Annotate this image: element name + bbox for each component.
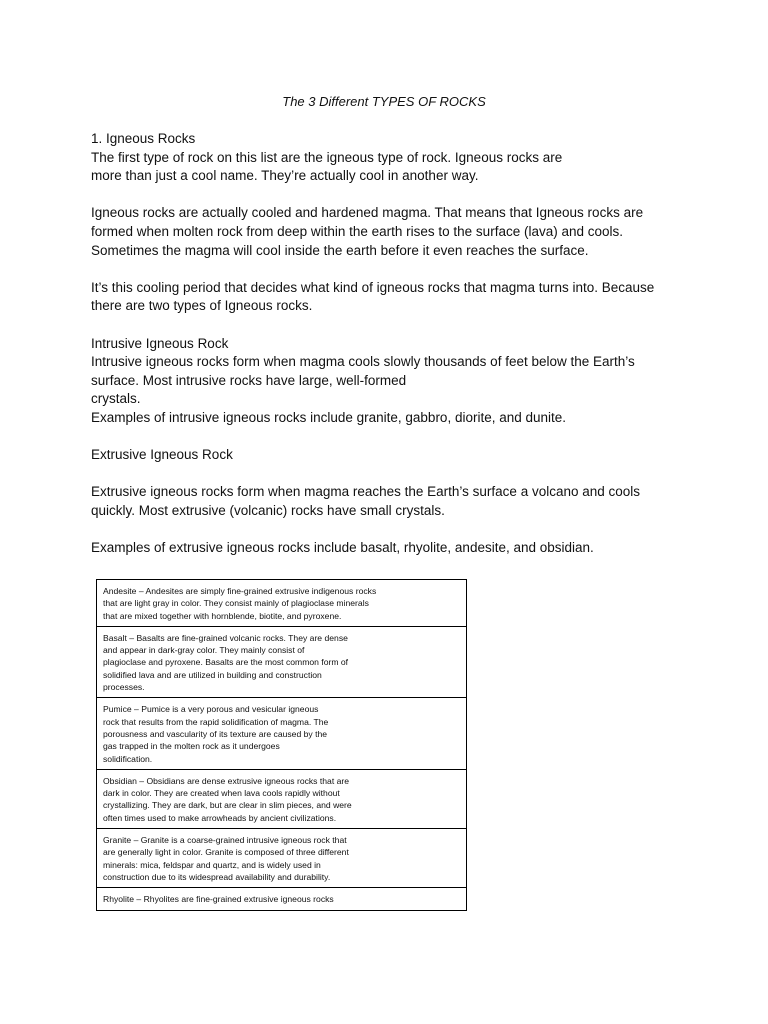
table-row [97, 888, 467, 910]
paragraph-extrusive: Extrusive igneous rocks form when magma reaches the Earth’s surface a volcano and cools quickly. Most extrusive (volcanic) rocks have small crystals. [91, 484, 641, 518]
paragraph-extrusive-examples: Examples of extrusive igneous rocks include basalt, rhyolite, andesite, and obsidian. [91, 540, 594, 556]
paragraph-igneous-magma: Igneous rocks are actually cooled and hardened magma. That means that Igneous rocks are formed when molten rock from deep within the earth rises to the surface (lava) and cools. Sometimes the magma will cool inside the earth before it even reaches the surface. [91, 205, 644, 258]
table-row [97, 580, 467, 627]
table-cell-basalt: Basalt – Basalts are fine-grained volcanic rocks. They are dense and appear in dark-gray color. They mainly consist of plagioclase and pyroxene. Basalts are the most common form of solidified lava and are utilized in building and construction processes. [97, 626, 467, 697]
document-body [91, 130, 691, 558]
table-cell-pumice: Pumice – Pumice is a very porous and vesicular igneous rock that results from the rapid solidification of magma. The porousness and vascularity of its texture are caused by the gas trapped in the molten rock as it undergoes solidification. [97, 698, 467, 769]
heading-extrusive: Extrusive Igneous Rock [91, 447, 233, 463]
table-cell-rhyolite: Rhyolite – Rhyolites are fine-grained extrusive igneous rocks [97, 888, 467, 910]
table-row [97, 626, 467, 697]
document-title: The 3 Different TYPES OF ROCKS [282, 94, 486, 109]
paragraph-cooling-period: It’s this cooling period that decides what kind of igneous rocks that magma turns into. Because there are two types of Igneous rocks. [91, 279, 655, 314]
table-row [97, 698, 467, 769]
table-cell-obsidian: Obsidian – Obsidians are dense extrusive igneous rocks that are dark in color. They are created when lava cools rapidly without crystallizing. They are dark, but are clear in slim pieces, and were often times used to make arrowheads by ancient civilizations. [97, 769, 467, 828]
rock-types-table [96, 579, 467, 911]
table-row [97, 829, 467, 888]
paragraph-igneous-intro: 1. Igneous Rocks The first type of rock on this list are the igneous type of rock. Igneous rocks are more than just a cool name. They’re actually cool in another way. [91, 131, 563, 184]
table-cell-granite: Granite – Granite is a coarse-grained intrusive igneous rock that are generally light in color. Granite is composed of three different minerals: mica, feldspar and quartz, and is widely used in construction due to its widespread availability and durability. [97, 829, 467, 888]
table-cell-andesite: Andesite – Andesites are simply fine-grained extrusive indigenous rocks that are light gray in color. They consist mainly of plagioclase minerals that are mixed together with hornblende, biotite, and pyroxene. [97, 580, 467, 627]
table-row [97, 769, 467, 828]
paragraph-intrusive: Intrusive Igneous Rock Intrusive igneous rocks form when magma cools slowly thousands of feet below the Earth’s surface. Most intrusive rocks have large, well-formed crystals. Examples of intrusive igneous rocks include granite, gabbro, diorite, and dunite. [91, 335, 635, 425]
